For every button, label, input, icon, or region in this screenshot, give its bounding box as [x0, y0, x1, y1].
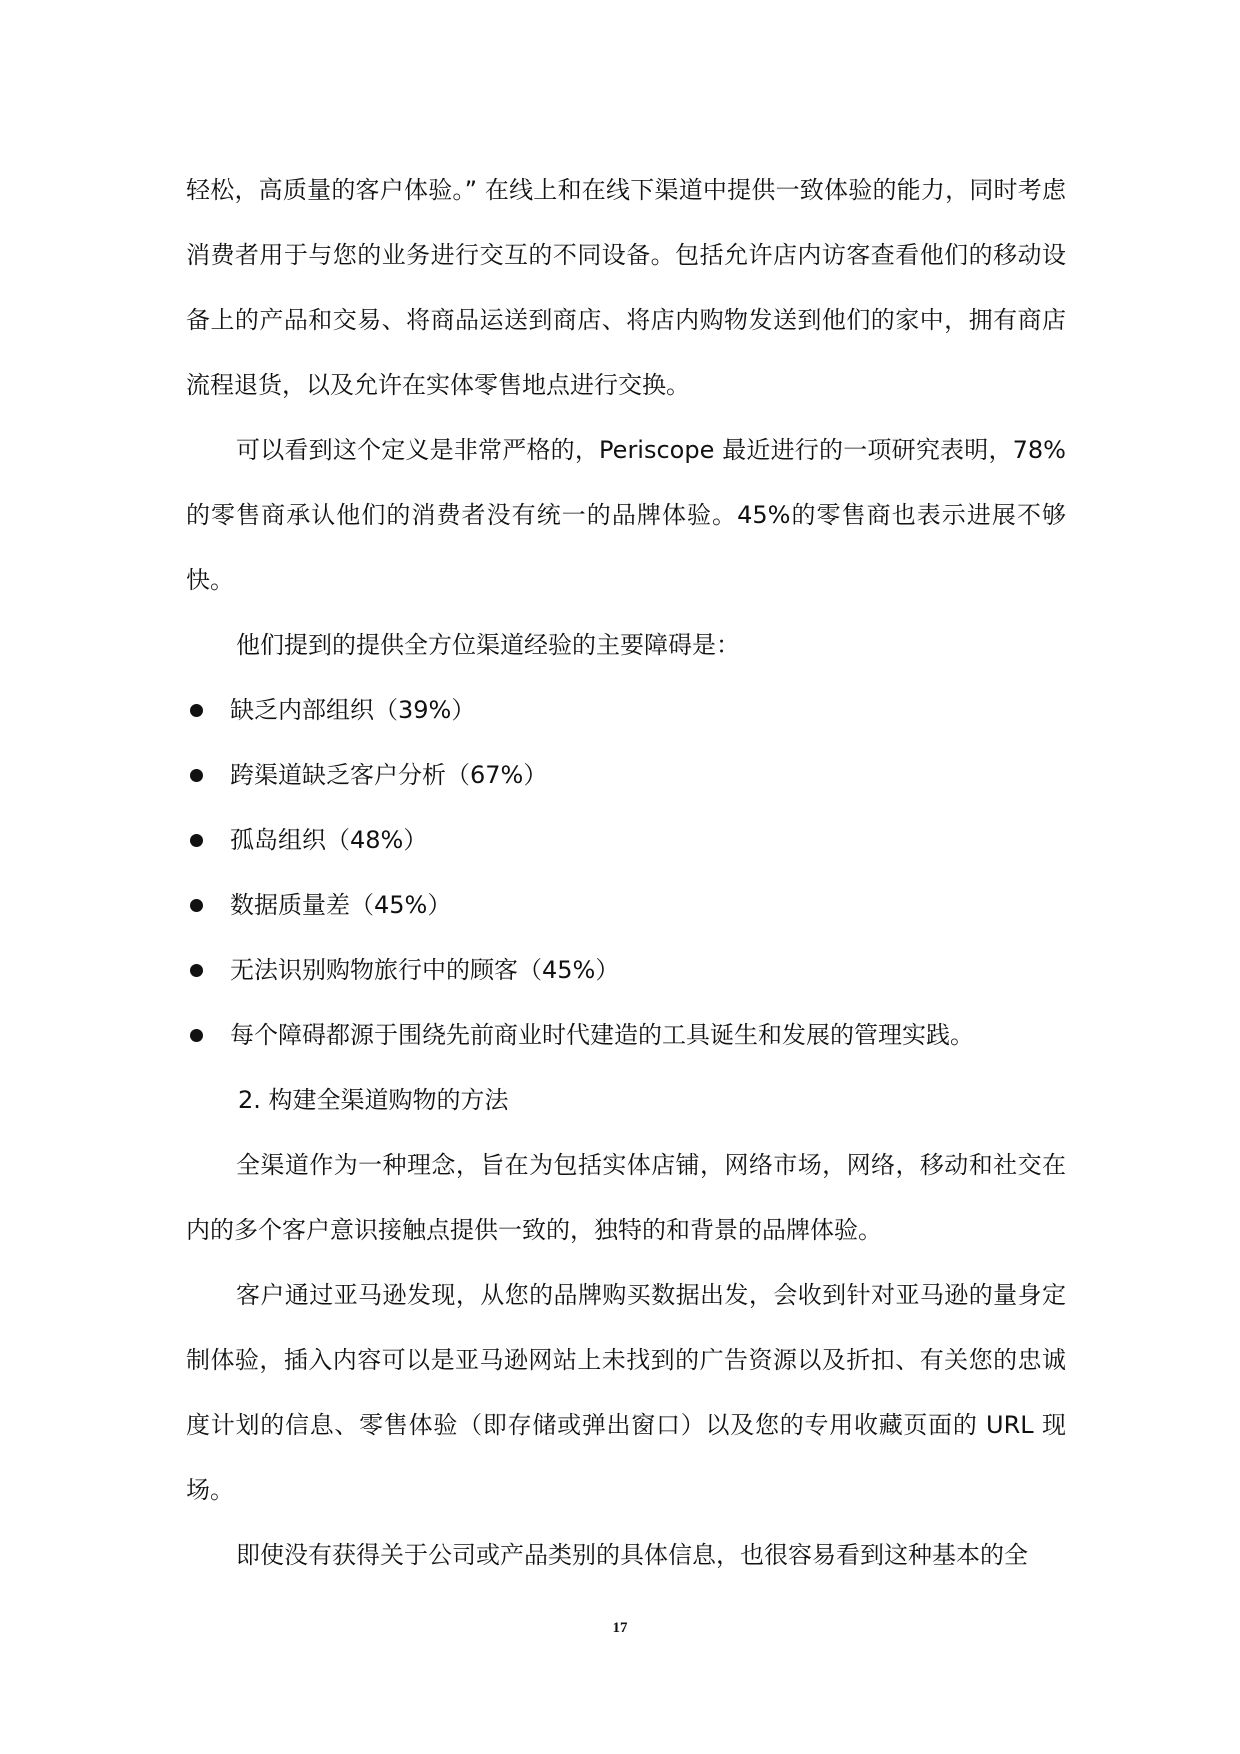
- obstacles-list: [186, 678, 1066, 1068]
- list-item: [186, 1003, 1066, 1068]
- list-item-text: 数据质量差（45%）: [230, 891, 452, 919]
- list-item-text: 缺乏内部组织（39%）: [230, 696, 476, 724]
- paragraph-amazon-discovery: 客户通过亚马逊发现，从您的品牌购买数据出发，会收到针对亚马逊的量身定制体验，插入内容可以是亚马逊网站上未找到的广告资源以及折扣、有关您的忠诚度计划的信息、零售体验（即存储或弹出窗口）以及您的专用收藏页面的 URL 现场。: [186, 1281, 1066, 1504]
- paragraph-omnichannel-concept: 全渠道作为一种理念，旨在为包括实体店铺，网络市场，网络，移动和社交在内的多个客户意识接触点提供一致的，独特的和背景的品牌体验。: [186, 1151, 1066, 1244]
- page-body: [186, 158, 1066, 1588]
- page-number: 17: [612, 1620, 628, 1636]
- list-item: [186, 938, 1066, 1003]
- list-item-text: 每个障碍都源于围绕先前商业时代建造的工具诞生和发展的管理实践。: [230, 1021, 974, 1049]
- bullet-icon: [190, 964, 203, 977]
- list-item-text: 无法识别购物旅行中的顾客（45%）: [230, 956, 620, 984]
- list-item-text: 孤岛组织（48%）: [230, 826, 428, 854]
- bullet-icon: [190, 834, 203, 847]
- bullet-icon: [190, 1029, 203, 1042]
- list-item: [186, 743, 1066, 808]
- list-item: [186, 678, 1066, 743]
- section-heading: 2. 构建全渠道购物的方法: [238, 1086, 509, 1114]
- bullet-icon: [190, 899, 203, 912]
- paragraph-obstacles-intro: 他们提到的提供全方位渠道经验的主要障碍是：: [236, 631, 740, 659]
- list-item-text: 跨渠道缺乏客户分析（67%）: [230, 761, 548, 789]
- bullet-icon: [190, 769, 203, 782]
- paragraph-customer-experience: 轻松，高质量的客户体验。” 在线上和在线下渠道中提供一致体验的能力，同时考虑消费者用于与您的业务进行交互的不同设备。包括允许店内访客查看他们的移动设备上的产品和交易、将商品运送到商店、将店内购物发送到他们的家中，拥有商店流程退货，以及允许在实体零售地点进行交换。: [186, 176, 1066, 399]
- bullet-icon: [190, 704, 203, 717]
- list-item: [186, 808, 1066, 873]
- paragraph-basic-omnichannel: 即使没有获得关于公司或产品类别的具体信息，也很容易看到这种基本的全: [236, 1541, 1028, 1569]
- list-item: [186, 873, 1066, 938]
- paragraph-periscope-study: 可以看到这个定义是非常严格的，Periscope 最近进行的一项研究表明，78%的零售商承认他们的消费者没有统一的品牌体验。45%的零售商也表示进展不够快。: [186, 436, 1066, 594]
